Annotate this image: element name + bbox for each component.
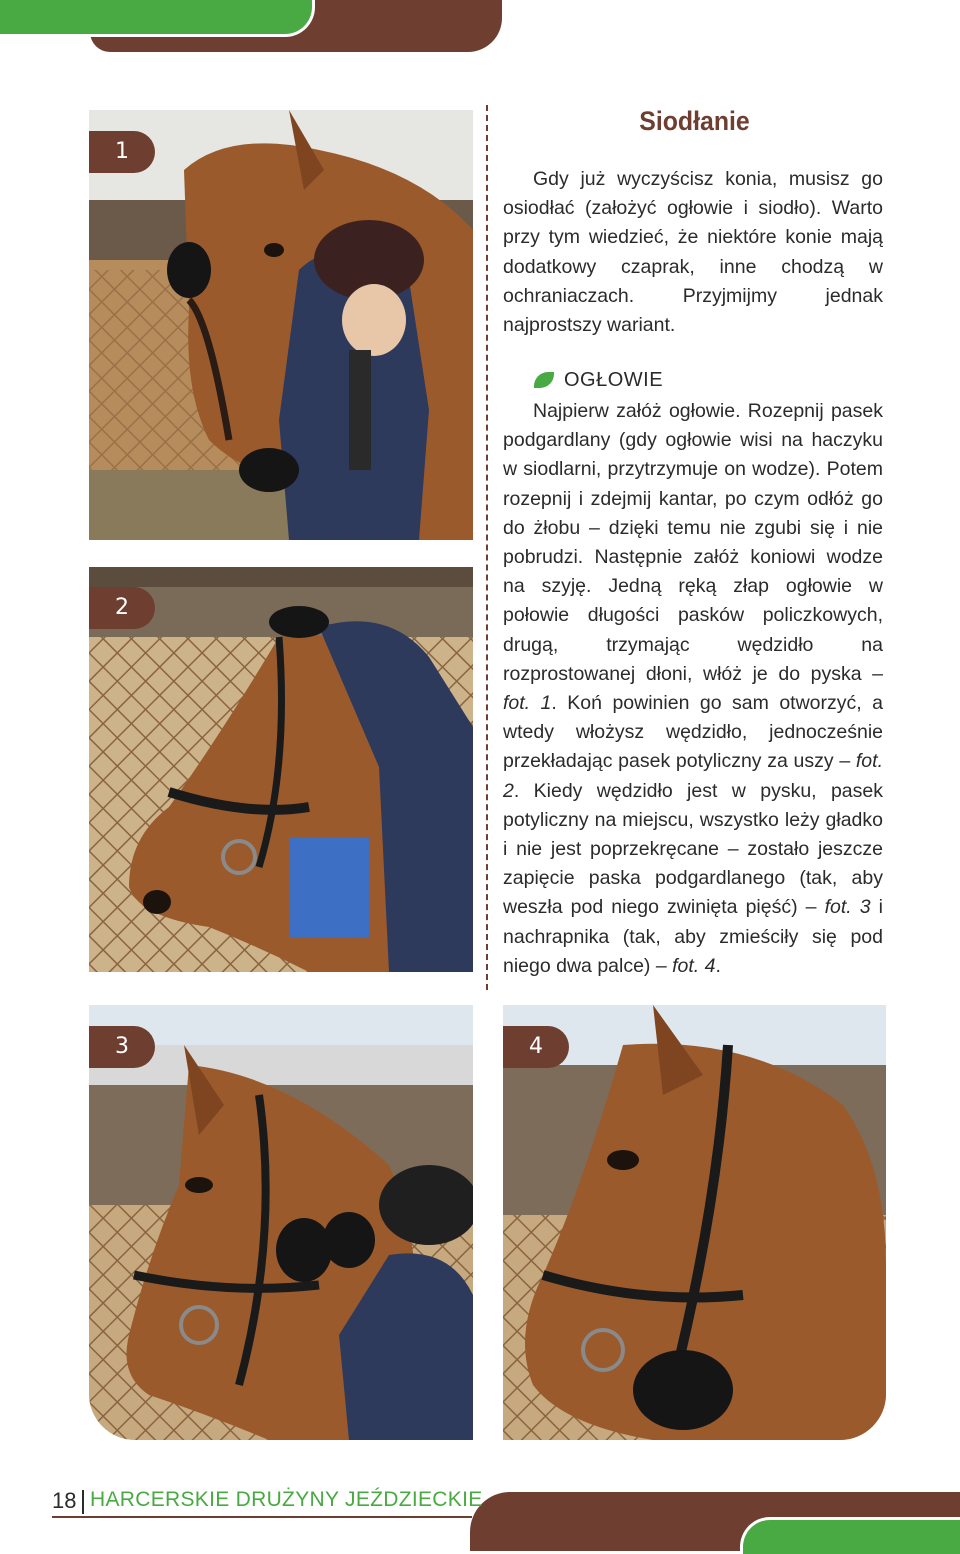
footer-green-bar <box>740 1517 960 1554</box>
photo-3 <box>89 1005 473 1440</box>
section-heading <box>534 369 663 392</box>
body-paragraph <box>503 397 883 981</box>
page-number: 18 <box>52 1488 77 1513</box>
body-text-1: Najpierw załóż ogłowie. Rozepnij pasek podgardlany (gdy ogłowie wisi na haczyku w siodlarni, przytrzymuje on wodze). Potem rozepnij i zdejmij kantar, po czym odłóż go do żłobu – dzięki temu nie zgubi się i nie pobrudzi. Następnie załóż koniowi wodze na szyję. Jedną ręką złap ogłowie w połowie długości pasków policzkowych, drugą, trzymając wędzidło na rozprostowanej dłoni, włóż je do pyska – <box>503 400 883 685</box>
photo-number-2: 2 <box>89 587 155 629</box>
body-text-4: i nachrapnika (tak, aby zmieściły się pod niego dwa palce) – <box>503 896 883 977</box>
photo-1 <box>89 110 473 540</box>
body-text-2: . Koń powinien go sam otworzyć, a wtedy włożysz wędzidło, jednocześnie przekładając pasek potyliczny za uszy – <box>503 692 883 773</box>
footer-separator <box>82 1490 84 1514</box>
photo-ref-2: fot. 2 <box>503 750 883 802</box>
photo-ref-3: fot. 3 <box>824 896 871 919</box>
footer-underline <box>52 1516 472 1518</box>
intro-paragraph: Gdy już wyczyścisz konia, musisz go osiodłać (założyć ogłowie i siodło). Warto przy tym wiedzieć, że niektóre konie mają dodatkowy czaprak, inne chodzą w ochraniaczach. Przyjmijmy jednak najprostszy wariant. <box>503 168 883 337</box>
section-heading-text: OGŁOWIE <box>564 369 664 391</box>
footer-book-title: HARCERSKIE DRUŻYNY JEŹDZIECKIE <box>90 1488 483 1511</box>
photo-ref-1: fot. 1 <box>503 692 552 715</box>
page-title: Siodłanie <box>639 106 750 136</box>
body-text-5: . <box>715 954 721 977</box>
photo-4 <box>503 1005 886 1440</box>
photo-2 <box>89 567 473 972</box>
body-text-3: . Kiedy wędzidło jest w pysku, pasek potyliczny na miejscu, wszystko leży gładko i nie jest poprzekręcane – zostało jeszcze zapięcie paska podgardlanego (tak, aby weszła pod niego zwinięta pięść) – <box>503 779 883 919</box>
photo-ref-4: fot. 4 <box>672 954 716 977</box>
header-green-bar <box>0 0 315 37</box>
column-divider <box>486 105 488 990</box>
photo-number-3: 3 <box>89 1026 155 1068</box>
photo-number-1: 1 <box>89 131 155 173</box>
photo-number-4: 4 <box>503 1026 569 1068</box>
